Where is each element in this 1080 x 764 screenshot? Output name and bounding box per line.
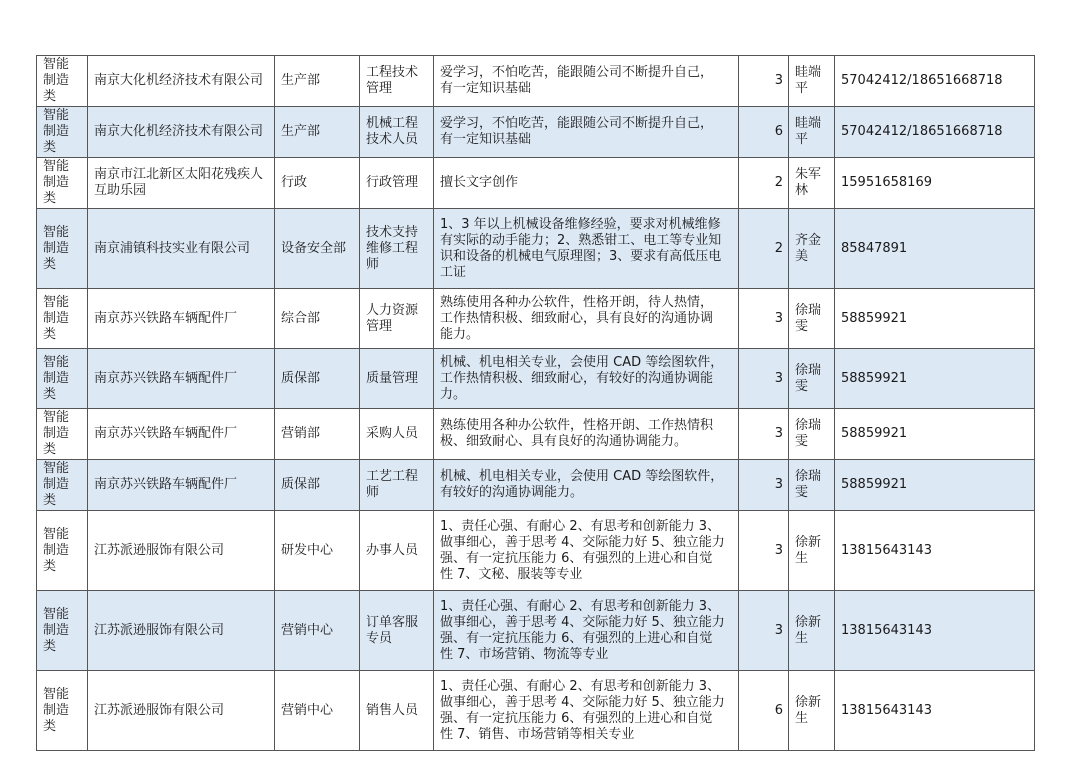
contact-cell: 徐瑞雯 [789,409,835,460]
contact-cell: 徐新生 [789,511,835,591]
company-cell: 南京苏兴铁路车辆配件厂 [88,409,275,460]
requirements-cell: 1、责任心强、有耐心 2、有思考和创新能力 3、 做事细心，善于思考 4、交际能力好 5、独立能力 强、有一定抗压能力 6、有强烈的上进心和自觉 性 7、文秘、服装等专业 [434,511,739,591]
company-cell: 江苏派逊服饰有限公司 [88,511,275,591]
count-cell: 3 [739,349,789,409]
requirements-cell: 1、责任心强、有耐心 2、有思考和创新能力 3、 做事细心，善于思考 4、交际能力好 5、独立能力 强、有一定抗压能力 6、有强烈的上进心和自觉 性 7、市场营销、物流等专业 [434,591,739,671]
requirements-cell: 1、责任心强、有耐心 2、有思考和创新能力 3、 做事细心，善于思考 4、交际能力好 5、独立能力 强、有一定抗压能力 6、有强烈的上进心和自觉 性 7、销售、市场营销等相关专业 [434,671,739,751]
contact-cell: 徐新生 [789,591,835,671]
count-cell: 2 [739,209,789,289]
phone-cell: 58859921 [835,409,1035,460]
table-row [37,511,1035,591]
company-cell: 南京大化机经济技术有限公司 [88,56,275,107]
phone-cell: 58859921 [835,460,1035,511]
count-cell: 3 [739,289,789,349]
phone-cell: 57042412/18651668718 [835,56,1035,107]
phone-cell: 58859921 [835,349,1035,409]
contact-cell: 徐瑞雯 [789,289,835,349]
requirements-cell: 爱学习，不怕吃苦，能跟随公司不断提升自己， 有一定知识基础 [434,56,739,107]
company-cell: 江苏派逊服饰有限公司 [88,591,275,671]
job-listings-table [36,55,1035,751]
category-cell: 智能制造类 [37,158,88,209]
table-row [37,289,1035,349]
company-cell: 南京苏兴铁路车辆配件厂 [88,289,275,349]
phone-cell: 58859921 [835,289,1035,349]
count-cell: 6 [739,671,789,751]
category-cell: 智能制造类 [37,671,88,751]
contact-cell: 朱军林 [789,158,835,209]
category-cell: 智能制造类 [37,409,88,460]
department-cell: 营销中心 [275,591,360,671]
table-row [37,349,1035,409]
position-cell: 销售人员 [360,671,434,751]
department-cell: 质保部 [275,349,360,409]
requirements-cell: 1、3 年以上机械设备维修经验，要求对机械维修有实际的动手能力；2、熟悉钳工、电工等专业知识和设备的机械电气原理图；3、要求有高低压电工证 [434,209,739,289]
phone-cell: 13815643143 [835,591,1035,671]
contact-cell: 徐瑞雯 [789,349,835,409]
company-cell: 南京市江北新区太阳花残疾人互助乐园 [88,158,275,209]
department-cell: 生产部 [275,107,360,158]
company-cell: 南京苏兴铁路车辆配件厂 [88,349,275,409]
requirements-cell: 机械、机电相关专业，会使用 CAD 等绘图软件， 有较好的沟通协调能力。 [434,460,739,511]
table-row [37,591,1035,671]
contact-cell: 徐新生 [789,671,835,751]
phone-cell: 15951658169 [835,158,1035,209]
category-cell: 智能制造类 [37,349,88,409]
department-cell: 生产部 [275,56,360,107]
requirements-cell: 机械、机电相关专业，会使用 CAD 等绘图软件， 工作热情积极、细致耐心，有较好的沟通协调能 力。 [434,349,739,409]
position-cell: 工程技术管理 [360,56,434,107]
category-cell: 智能制造类 [37,591,88,671]
requirements-cell: 熟练使用各种办公软件，性格开朗、工作热情积 极、细致耐心、具有良好的沟通协调能力。 [434,409,739,460]
requirements-cell: 熟练使用各种办公软件，性格开朗，待人热情， 工作热情积极、细致耐心，具有良好的沟通协调 能力。 [434,289,739,349]
position-cell: 技术支持维修工程师 [360,209,434,289]
department-cell: 营销部 [275,409,360,460]
category-cell: 智能制造类 [37,209,88,289]
table-row [37,671,1035,751]
requirements-cell: 爱学习，不怕吃苦，能跟随公司不断提升自己， 有一定知识基础 [434,107,739,158]
table-row [37,56,1035,107]
department-cell: 质保部 [275,460,360,511]
category-cell: 智能制造类 [37,511,88,591]
contact-cell: 眭端平 [789,107,835,158]
phone-cell: 85847891 [835,209,1035,289]
department-cell: 设备安全部 [275,209,360,289]
position-cell: 订单客服专员 [360,591,434,671]
table-row [37,209,1035,289]
position-cell: 采购人员 [360,409,434,460]
count-cell: 3 [739,56,789,107]
department-cell: 行政 [275,158,360,209]
contact-cell: 齐金美 [789,209,835,289]
count-cell: 6 [739,107,789,158]
count-cell: 2 [739,158,789,209]
contact-cell: 徐瑞雯 [789,460,835,511]
company-cell: 江苏派逊服饰有限公司 [88,671,275,751]
table-body [37,56,1035,751]
table-row [37,460,1035,511]
company-cell: 南京大化机经济技术有限公司 [88,107,275,158]
count-cell: 3 [739,591,789,671]
table-row [37,107,1035,158]
company-cell: 南京浦镇科技实业有限公司 [88,209,275,289]
count-cell: 3 [739,409,789,460]
category-cell: 智能制造类 [37,460,88,511]
table-row [37,158,1035,209]
phone-cell: 13815643143 [835,671,1035,751]
position-cell: 办事人员 [360,511,434,591]
table-row [37,409,1035,460]
department-cell: 综合部 [275,289,360,349]
position-cell: 人力资源管理 [360,289,434,349]
position-cell: 机械工程技术人员 [360,107,434,158]
category-cell: 智能制造类 [37,107,88,158]
department-cell: 营销中心 [275,671,360,751]
count-cell: 3 [739,511,789,591]
phone-cell: 57042412/18651668718 [835,107,1035,158]
category-cell: 智能制造类 [37,289,88,349]
count-cell: 3 [739,460,789,511]
position-cell: 质量管理 [360,349,434,409]
phone-cell: 13815643143 [835,511,1035,591]
position-cell: 行政管理 [360,158,434,209]
requirements-cell: 擅长文字创作 [434,158,739,209]
contact-cell: 眭端平 [789,56,835,107]
category-cell: 智能制造类 [37,56,88,107]
department-cell: 研发中心 [275,511,360,591]
company-cell: 南京苏兴铁路车辆配件厂 [88,460,275,511]
position-cell: 工艺工程师 [360,460,434,511]
